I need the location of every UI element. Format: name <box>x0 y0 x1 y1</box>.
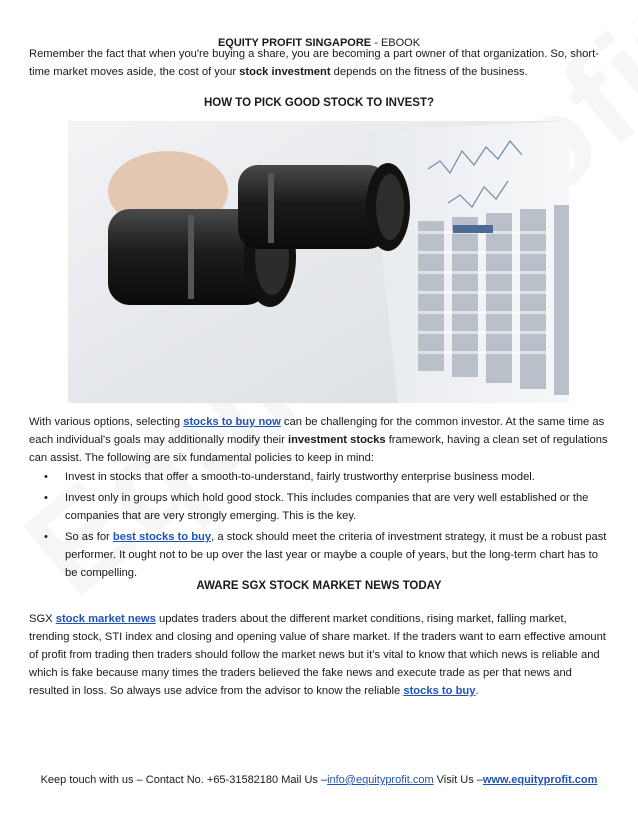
header-brand: EQUITY PROFIT SINGAPORE <box>217 37 372 49</box>
investment-stocks-term: investment stocks <box>287 434 386 446</box>
intro-bold-term: stock investment <box>239 66 331 78</box>
bullet-icon: • <box>44 531 48 543</box>
bullet-icon: • <box>44 492 48 504</box>
section1-text-a: With various options, selecting <box>29 416 184 428</box>
list-item <box>29 528 609 582</box>
best-stocks-to-buy-link[interactable]: best stocks to buy <box>112 531 212 543</box>
intro-paragraph <box>29 45 609 81</box>
binoculars-stock-chart-image <box>68 121 569 403</box>
section1-text-c: framework, having a clean set of regulations can assist. The following are six fundamental policies to keep in mind: <box>29 434 608 464</box>
header-label: EBOOK <box>380 37 421 49</box>
intro-text-b: depends on the fitness of the business. <box>330 66 528 78</box>
header-separator: - <box>371 37 381 49</box>
bullet-icon: • <box>44 471 48 483</box>
stocks-to-buy-now-link[interactable]: stocks to buy now <box>183 416 281 428</box>
section-heading-sgx-news: AWARE SGX STOCK MARKET NEWS TODAY <box>196 580 442 592</box>
section-heading-pick-stock: HOW TO PICK GOOD STOCK TO INVEST? <box>203 97 435 109</box>
page-footer <box>0 771 638 789</box>
section1-text-b: can be challenging for the common investor. At the same time as each individual's goals may additionally modify their <box>29 416 605 446</box>
sgx-news-paragraph <box>29 610 609 700</box>
stocks-to-buy-link[interactable]: stocks to buy <box>403 685 476 697</box>
bullet-text-3a: So as for <box>65 531 113 543</box>
section2-text-b: updates traders about the different market conditions, rising market, falling market, trending stock, STI index and closing and opening value of share market. If the traders want to earn effective amount of profit from trading then traders should follow the market news but it’s vital to know that which news is reliable and which is fake because many times the traders believed the fake news and execute trade as per that news and resulted in loss. So always use advice from the advisor to know the reliable <box>29 613 606 697</box>
email-link[interactable]: info@equityprofit.com <box>327 774 434 786</box>
footer-contact-text: Keep touch with us – Contact No. +65-31582180 Mail Us – <box>40 774 328 786</box>
bullet-text-3b: , a stock should meet the criteria of investment strategy, it must be a robust past performer. It ought not to be up over the last year or maybe a couple of years, but the long-term chart has to be compelling. <box>65 531 607 579</box>
investment-policy-list <box>29 468 609 585</box>
list-item <box>29 468 609 486</box>
stock-market-news-link[interactable]: stock market news <box>55 613 156 625</box>
footer-visit-text: Visit Us – <box>433 774 483 786</box>
website-link[interactable]: www.equityprofit.com <box>482 774 598 786</box>
section2-text-c: . <box>475 685 479 697</box>
section2-text-a: SGX <box>29 613 56 625</box>
bullet-text-1: Invest in stocks that offer a smooth-to-understand, fairly trustworthy enterprise business model. <box>65 471 535 483</box>
list-item <box>29 489 609 525</box>
bullet-text-2: Invest only in groups which hold good stock. This includes companies that are very well established or the companies that are very strongly emerging. This is the key. <box>65 492 589 522</box>
intro-text-a: Remember the fact that when you're buying a share, you are becoming a part owner of that organization. So, short-time market moves aside, the cost of your <box>29 48 599 78</box>
stock-picking-paragraph <box>29 413 609 467</box>
